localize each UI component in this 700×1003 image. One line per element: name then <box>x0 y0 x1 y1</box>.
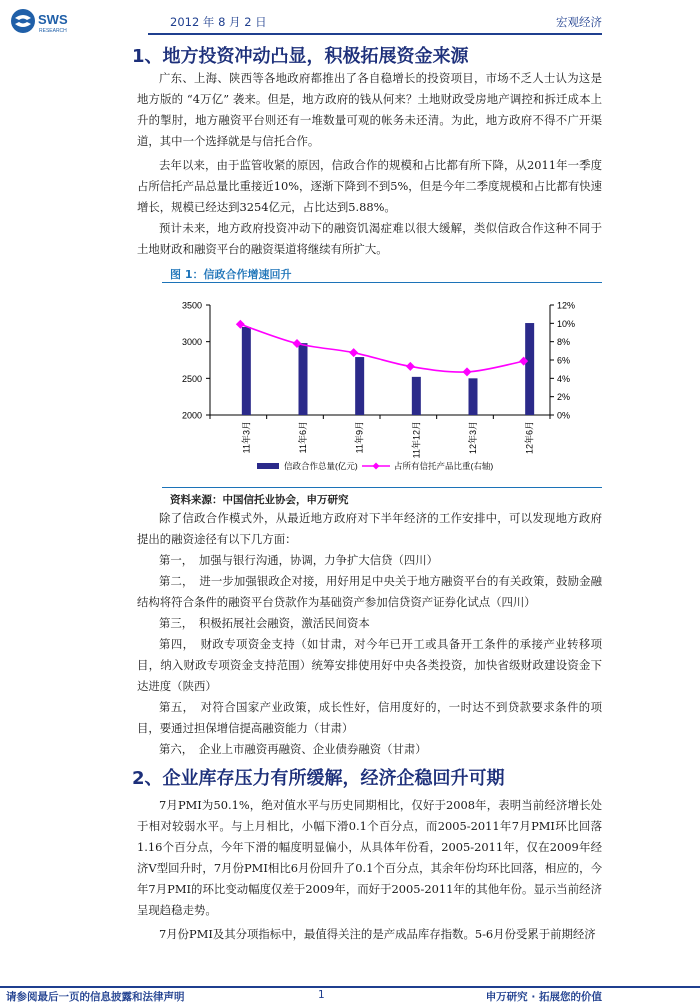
right-tick-label: 10% <box>557 318 576 329</box>
bar-5 <box>469 378 478 415</box>
measure-item-6: 第六， 企业上市融资再融资、企业债券融资（甘肃） <box>159 742 427 756</box>
figure-top-rule <box>162 282 602 283</box>
bar-2 <box>299 343 308 415</box>
share-point-5 <box>463 367 472 376</box>
section-1-title: 1、地方投资冲动凸显，积极拓展资金来源 <box>132 46 469 67</box>
x-category-label: 12年3月 <box>468 421 478 455</box>
bar-4 <box>412 377 421 415</box>
left-tick-label: 3500 <box>181 300 202 311</box>
bar-6 <box>525 323 534 415</box>
share-line <box>240 324 523 372</box>
measure-item-5: 第五， 对符合国家产业政策，成长性好，信用度好的，一时达不到贷款要求条件的项目，要通过担保增信提高融资能力（甘肃） <box>137 700 602 735</box>
section-1-paragraph-1: 广东、上海、陕西等各地政府都推出了各自稳增长的投资项目，市场不乏人士认为这是地方版的 “4万亿” 袭来。但是，地方政府的钱从何来？土地财政受房地产调控和拆迁成本上升的掣肘，地方融资平台则还有一堆数量可观的帐务未还清。为此，地方政府不得不广开渠道，其中一个选择就是与信托合作。 <box>137 71 602 148</box>
right-tick-label: 6% <box>557 355 571 366</box>
figure-title: 图 1：信政合作增速回升 <box>170 268 292 281</box>
legend-line-label: 占所有信托产品比重(右轴) <box>394 461 494 471</box>
measure-item-4: 第四， 财政专项资金支持（如甘肃，对今年已开工或具备开工条件的承接产业转移项目，纳入财政专项资金支持范围）统筹安排使用好中央各类投资，加快省级财政建设资金下达进度（陕西） <box>137 637 602 693</box>
page-number: 1 <box>318 989 325 1001</box>
right-tick-label: 0% <box>557 410 571 421</box>
figure-source: 资料来源：中国信托业协会，申万研究 <box>170 494 349 506</box>
x-category-label: 11年6月 <box>298 421 308 454</box>
section-2-title: 2、企业库存压力有所缓解，经济企稳回升可期 <box>132 768 505 789</box>
legend-bar-label: 信政合作总量(亿元) <box>284 461 358 471</box>
x-category-label: 11年3月 <box>241 421 252 454</box>
header-section: 宏观经济 <box>556 15 602 29</box>
bar-3 <box>355 357 364 415</box>
x-category-label: 11年12月 <box>411 421 422 459</box>
share-point-4 <box>406 362 415 371</box>
bar-1 <box>242 327 251 415</box>
section-1-paragraph-3: 预计未来，地方政府投资冲动下的融资饥渴症难以很大缓解，类似信政合作这种不同于土地财政和融资平台的融资渠道将继续有所扩大。 <box>137 221 602 256</box>
right-tick-label: 8% <box>557 337 571 348</box>
right-tick-label: 12% <box>557 300 576 311</box>
footer-rule <box>0 986 700 988</box>
x-category-label: 12年6月 <box>524 421 535 455</box>
left-tick-label: 2500 <box>181 373 202 384</box>
x-category-label: 11年9月 <box>354 421 365 454</box>
measure-item-3: 第三， 积极拓展社会融资，激活民间资本 <box>159 616 370 630</box>
footer-disclaimer-link[interactable]: 请参阅最后一页的信息披露和法律声明 <box>6 991 185 1003</box>
legend-bar-swatch <box>257 463 279 469</box>
section-2-paragraph-2: 7月份PMI及其分项指标中，最值得关注的是产成品库存指数。5-6月份受累于前期经济 <box>159 927 596 941</box>
sws-logo <box>10 6 90 36</box>
share-point-3 <box>349 348 358 357</box>
logo-text: SWS <box>38 12 68 27</box>
left-tick-label: 3000 <box>181 337 202 348</box>
measure-item-2: 第二， 进一步加强银政企对接，用好用足中央关于地方融资平台的有关政策，鼓励金融结构将符合条件的融资平台贷款作为基础资产参加信贷资产证券化试点（四川） <box>137 574 602 609</box>
right-tick-label: 2% <box>557 392 571 403</box>
header-date: 2012 年 8 月 2 日 <box>170 15 267 29</box>
figure-bottom-rule <box>162 487 602 488</box>
logo-subtext: RESEARCH <box>39 28 67 34</box>
footer-brand: 申万研究 · 拓展您的价值 <box>485 991 602 1003</box>
section-1-paragraph-2: 去年以来，由于监管收紧的原因，信政合作的规模和占比都有所下降，从2011年一季度占所信托产品总量比重接近10%，逐渐下降到不到5%，但是今年二季度规模和占比都有快速增长，规模已经达到3254亿元，占比达到5.88%。 <box>137 158 602 214</box>
right-tick-label: 4% <box>557 373 571 384</box>
left-tick-label: 2000 <box>181 410 202 421</box>
legend-line-marker <box>373 463 380 470</box>
logo-circle-icon <box>11 9 35 33</box>
section-2-paragraph-1: 7月PMI为50.1%，绝对值水平与历史同期相比，仅好于2008年，表明当前经济增长处于相对较弱水平。与上月相比，小幅下滑0.1个百分点，而2005-2011年7月PMI环比回落1.16个百分点，今年下滑的幅度明显偏小，从具体年份看，2005-2011年，仅在2009年经济V型回升时，7月份PMI相比6月份回升了0.1个百分点，其余年份均环比回落，相应的，今年7月PMI的环比变动幅度仅差于2009年，而好于2005-2011年的其他年份。显示当前经济呈现趋稳走势。 <box>137 798 602 917</box>
measures-intro: 除了信政合作模式外，从最近地方政府对下半年经济的工作安排中，可以发现地方政府提出的融资途径有以下几方面： <box>137 511 602 546</box>
header-rule <box>148 33 602 35</box>
trust-gov-cooperation-chart <box>162 284 602 486</box>
measure-item-1: 第一， 加强与银行沟通，协调，力争扩大信贷（四川） <box>159 553 439 567</box>
